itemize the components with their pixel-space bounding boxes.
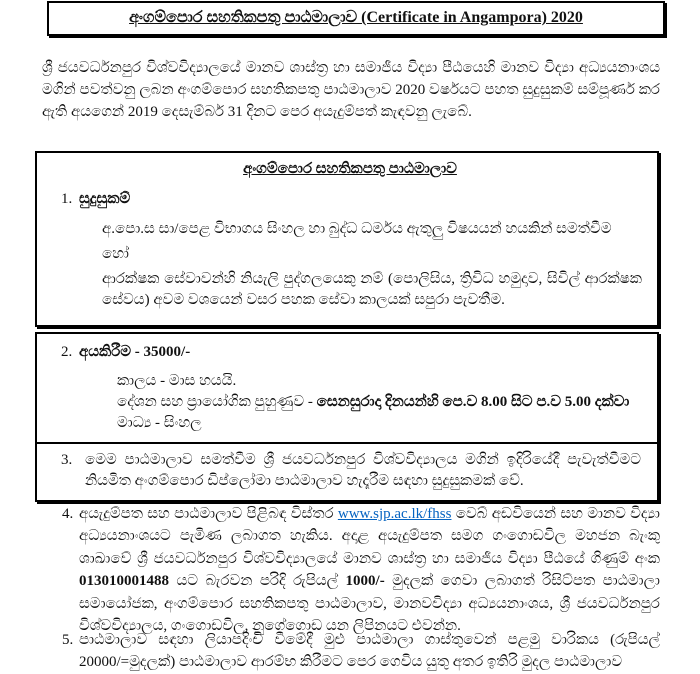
fees-box xyxy=(35,332,659,448)
application-text-before-link: අයැදුම්පත සහ පාඨමාලාව පිළිබඳ විස්තර xyxy=(79,506,338,522)
qualifications-box-heading: අංගම්පොර සහතිකපතු පාඨමාලාව xyxy=(243,161,457,177)
diploma-note-box xyxy=(35,442,659,502)
application-fee-amount: 1000/- xyxy=(345,573,385,590)
or-label: හෝ xyxy=(102,246,129,262)
qualification-option-two: ආරක්ෂක සේවාවන්හි නියැලි පුද්ගලයෙකු නම් (පොලිසිය, ත්‍රිවිධ හමුදාව, සිවිල් ආරක්ෂක සේවය) අවම වශයෙන් වසර පහක සේවා කාලයක් සපුරා පැවතීම. xyxy=(102,271,642,308)
course-schedule xyxy=(117,392,639,413)
list-number: 3. xyxy=(61,452,73,468)
bank-account-number: 013010001488 xyxy=(79,573,169,590)
list-number: 2. xyxy=(61,344,73,360)
fees-item xyxy=(61,342,639,363)
course-medium: මාධ්‍ය - සිංහල xyxy=(117,415,202,431)
qualification-option-one: අ.පො.ස සා/පෙළ විභාගය සිංහල හා බුද්ධ ධර්මය ඇතුලු විෂයයන් හයකින් සමත්වීම xyxy=(102,221,612,237)
application-text-after-account: යට බැරවන පරිදි රුපියල් xyxy=(169,573,346,590)
qualifications-item-heading: සුදුසුකම් xyxy=(79,191,131,207)
qualifications-item xyxy=(61,189,639,210)
application-info-item xyxy=(62,503,660,637)
schedule-value: සෙනසුරාදා දිනයන්හි පෙ.ව 8.00 සිට ප.ව 5.00 දක්වා xyxy=(316,394,630,410)
intro-paragraph: ශ්‍රී ජයවර්ධනපුර විශ්වවිද්‍යාලයේ මානව ශාස්ත්‍ර හා සමාජීය විද්‍යා පීඨයෙහි මානව විද්‍යා අධ්‍යයනාංශය මගින් පවත්වනු ලබන අංගම්පොර සහතිකපතු පාඨමාලාව 2020 වර්ෂයට පහත සුදුසුකම් සම්පූර්ණ කර ඇති අයගෙන් 2019 දෙසැම්බර් 31 දිනට පෙර අයැදුම්පත් කැඳවනු ලැබේ. xyxy=(42,60,660,120)
payment-terms-item xyxy=(62,629,660,674)
website-link[interactable]: www.sjp.ac.lk/fhss xyxy=(337,506,452,522)
diploma-note-item xyxy=(61,450,641,492)
fees-heading: අයකිරීම - 35000/- xyxy=(79,344,191,360)
list-number: 4. xyxy=(62,506,74,522)
application-text-after-fee: මුදලක් ගෙවා ලබාගත් රිසිට්පත පාඨමාලා සමායෝජක, අංගම්පොර සහතිකපතු පාඨමාලාව, මානවවිද්‍යා අධ්‍යයනාංශය, ශ්‍රී ජයවර්ධනපුර විශ්වවිද්‍යාලය, ගංගොඩවිල, නුගේගොඩ යන ලිපිනයට එවන්න. xyxy=(79,573,660,635)
course-duration: කාලය - මාස හයයි. xyxy=(117,373,237,389)
list-number: 1. xyxy=(61,191,73,207)
diploma-note-text: මෙම පාඨමාලාව සමත්වීම ශ්‍රී ජයවර්ධනපුර විශ්වවිද්‍යාලය මගින් ඉදිරියේදී පැවැත්වීමට නියමිත අංගම්පොර ඩිප්ලෝමා පාඨමාලාව හැදෑරීම සඳහා සුදුසුකමක් වේ. xyxy=(85,452,641,489)
qualifications-box xyxy=(35,151,659,327)
list-number: 5. xyxy=(62,632,74,648)
schedule-label: දේශන සහ ප්‍රායෝගික පුහුණුව - xyxy=(117,394,317,410)
title-box xyxy=(47,1,665,36)
application-text-after-link: වෙබ් අඩවියෙන් සහ මානව විද්‍යා අධ්‍යයනාංශයට පැමිණ ලබාගත හැකිය. අදාළ අයැදුම්පත සමග ගංගොඩවිල මහජන බැංකු ශාඛාවේ ශ්‍රී ජයවර්ධනපුර විශ්වවිද්‍යාලයේ මානව ශාස්ත්‍ර හා සමාජීය විද්‍යා පීඨයේ ගිණුම් අංක xyxy=(79,506,660,567)
document-title: අංගම්පොර සහතිකපතු පාඨමාලාව (Certificate in Angampora) 2020 xyxy=(129,9,583,26)
payment-terms-text: පාඨමාලාව සඳහා ලියාපදිංචි වීමේදී මුළු පාඨමාලා ගාස්තුවෙන් පළමු වාරිකය (රුපියල් 20000/=මුදලක්) පාඨමාලාව ආරම්භ කිරීමට පෙර ගෙවිය යුතු අතර ඉතිරි මුදල පාඨමාලාව xyxy=(79,632,660,671)
